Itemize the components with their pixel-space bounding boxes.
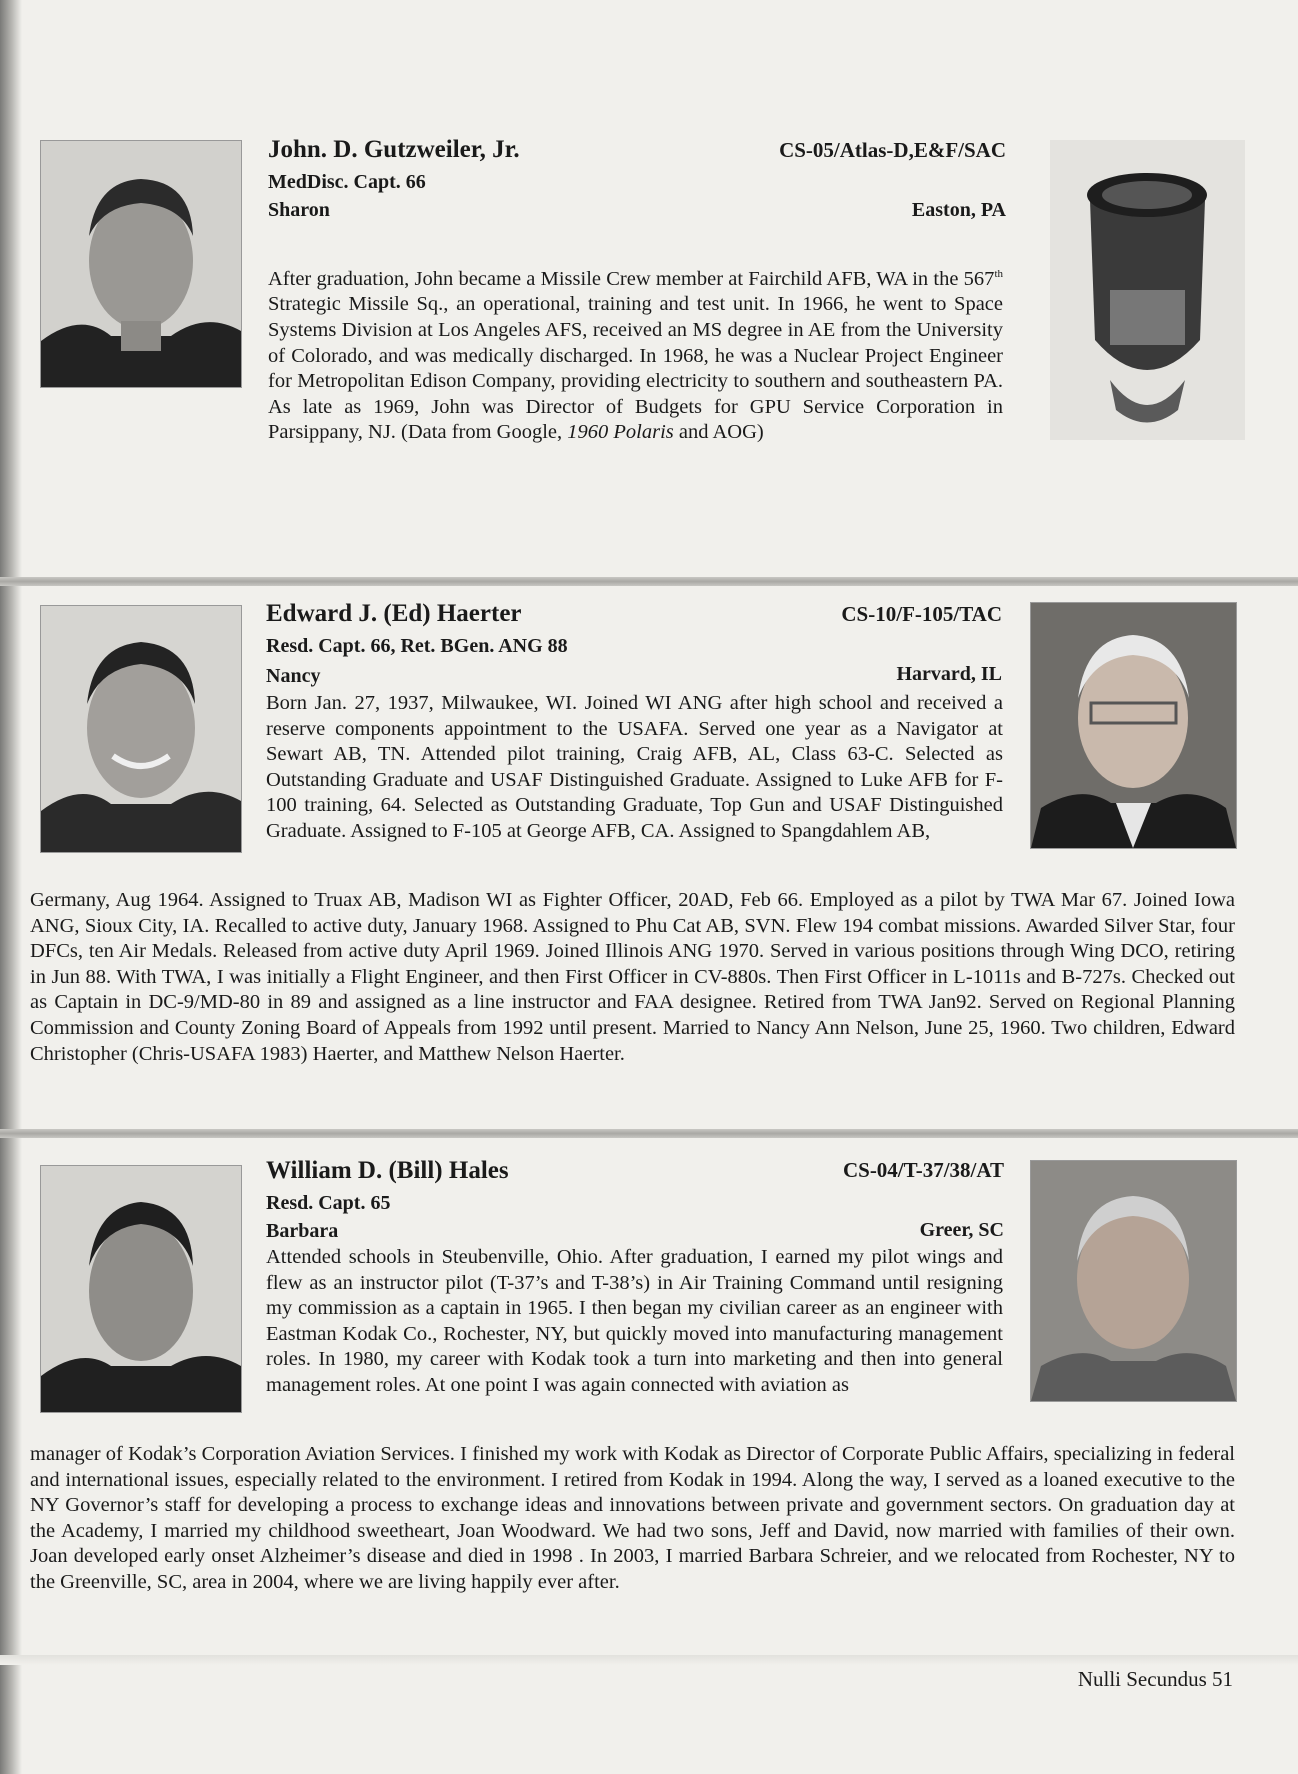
biography-continuation: Germany, Aug 1964. Assigned to Truax AB, Madison WI as Fighter Officer, 20AD, Feb 66. Employed as a pilot by TWA Mar 67. Joined Iowa ANG, Sioux City, IA. Recalled to active duty, January 1968. Assigned to Phu Cat AB, SVN. Flew 194 combat missions. Awarded Silver Star, four DFCs, ten Air Medals. Released from active duty April 1969. Joined Illinois ANG 1970. Served in various positions through Wing DCO, retiring in Jun 88. With TWA, I was initially a Flight Engineer, and then First Officer in CV-880s. Then First Officer in L-1011s and B-727s. Checked out as Captain in DC-9/MD-80 in 89 and assigned as a line instructor and FAA designee. Retired from TWA Jan92. Served on Regional Planning Commission and County Zoning Board of Appeals from 1992 until present. Married to Nancy Ann Nelson, June 25, 1960. Two children, Edward Christopher (Chris-USAFA 1983) Haerter, and Matthew Nelson Haerter. (30, 889, 1235, 1065)
person-name: Edward J. (Ed) Haerter (266, 600, 522, 627)
section-divider (0, 577, 1298, 586)
book-spine-shadow (0, 0, 22, 1774)
biography-text: Born Jan. 27, 1937, Milwaukee, WI. Joined WI ANG after high school and received a reserve components appointment to the USAFA. Served one year as a Navigator at Sewart AB, TN. Attended pilot training, Craig AFB, AL, Class 63-C. Selected as Outstanding Graduate and USAF Distinguished Graduate. Assigned to Luke AFB for F-100 training, 64. Selected as Outstanding Graduate, Top Gun and USAF Distinguished Graduate. Assigned to F-105 at George AFB, CA. Assigned to Spangdahlem AB, (266, 692, 1003, 842)
spouse-name: Nancy (266, 665, 321, 687)
hometown-location: Harvard, IL (896, 663, 1002, 685)
rank-text: Resd. Capt. 65 (266, 1192, 391, 1214)
section-divider (0, 1129, 1298, 1138)
rank-text: MedDisc. Capt. 66 (268, 171, 426, 193)
person-name: John. D. Gutzweiler, Jr. (268, 136, 520, 163)
spouse-name: Sharon (268, 199, 330, 221)
assignment-code: CS-05/Atlas-D,E&F/SAC (779, 138, 1006, 162)
hometown-location: Greer, SC (919, 1219, 1004, 1241)
bio-part: After graduation, John became a Missile Crew member at Fairchild AFB, WA in the 567 (268, 267, 995, 290)
bio-part: and AOG) (673, 421, 764, 444)
biography-text: Attended schools in Steubenville, Ohio. After graduation, I earned my pilot wings and flew as an instructor pilot (T-37’s and T-38’s) in Air Training Command until resigning my commission as a captain in 1965. I then began my civilian career as an engineer with Eastman Kodak Co., Rochester, NY, but quickly moved into manufacturing management roles. In 1980, my career with Kodak took a turn into marketing and then into general management roles. At one point I was again connected with aviation as (266, 1246, 1003, 1396)
biography-continuation: manager of Kodak’s Corporation Aviation Services. I finished my work with Kodak as Director of Corporate Public Affairs, specializing in federal and international issues, especially related to the environment. I retired from Kodak in 1994. Along the way, I served as a loaned executive to the NY Governor’s staff for developing a process to exchange ideas and innovations between private and government sectors. On graduation day at the Academy, I married my childhood sweetheart, Joan Woodward. We had two sons, Jeff and David, now married with families of their own. Joan developed early onset Alzheimer’s disease and died in 1998 . In 2003, I married Barbara Schreier, and we relocated from Rochester, NY to the Greenville, SC, area in 2004, where we are living happily ever after. (30, 1443, 1235, 1593)
recent-portrait-photo (1030, 602, 1237, 849)
cadet-portrait-photo (40, 605, 242, 853)
rank-text: Resd. Capt. 66, Ret. BGen. ANG 88 (266, 635, 568, 657)
spouse-name: Barbara (266, 1220, 339, 1242)
page-bottom-shade (0, 1655, 1298, 1665)
recent-portrait-photo (1030, 1160, 1237, 1402)
biography-text (268, 262, 1003, 446)
assignment-code: CS-10/F-105/TAC (841, 602, 1002, 626)
bio-superscript: th (994, 268, 1003, 280)
hometown-location: Easton, PA (911, 199, 1006, 221)
class-ring-image (1050, 140, 1245, 440)
bio-italic-title: 1960 Polaris (567, 421, 674, 444)
assignment-code: CS-04/T-37/38/AT (842, 1158, 1004, 1182)
page-footer: Nulli Secundus 51 (1077, 1667, 1233, 1691)
bio-part: Strategic Missile Sq., an operational, training and test unit. In 1966, he went to Space Systems Division at Los Angeles AFS, received an MS degree in AE from the University of Colorado, and was medically discharged. In 1968, he was a Nuclear Project Engineer for Metropolitan Edison Company, providing electricity to southern and southeastern PA. As late as 1969, John was Director of Budgets for GPU Service Corporation in Parsippany, NJ. (Data from Google, (268, 293, 1003, 444)
cadet-portrait-photo (40, 1165, 242, 1413)
cadet-portrait-photo (40, 140, 242, 388)
person-name: William D. (Bill) Hales (266, 1157, 509, 1184)
